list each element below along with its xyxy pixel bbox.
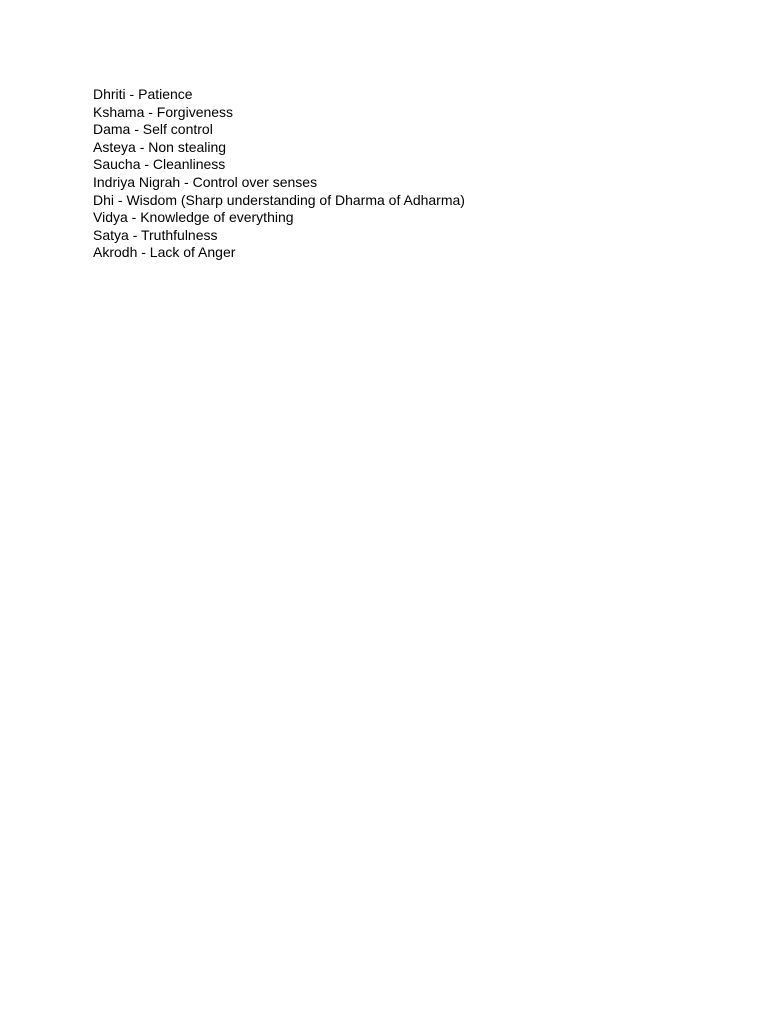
text-line: Akrodh - Lack of Anger <box>93 244 236 261</box>
text-line: Kshama - Forgiveness <box>93 103 234 120</box>
text-line: Dhi - Wisdom (Sharp understanding of Dharma of Adharma) <box>93 191 465 208</box>
text-line: Indriya Nigrah - Control over senses <box>93 173 318 190</box>
text-line: Vidya - Knowledge of everything <box>93 209 294 226</box>
text-line: Dama - Self control <box>93 121 213 138</box>
text-line: Asteya - Non stealing <box>93 138 227 155</box>
text-line: Satya - Truthfulness <box>93 226 218 243</box>
text-list <box>93 86 465 262</box>
text-line: Saucha - Cleanliness <box>93 156 226 173</box>
text-line: Dhriti - Patience <box>93 86 193 102</box>
